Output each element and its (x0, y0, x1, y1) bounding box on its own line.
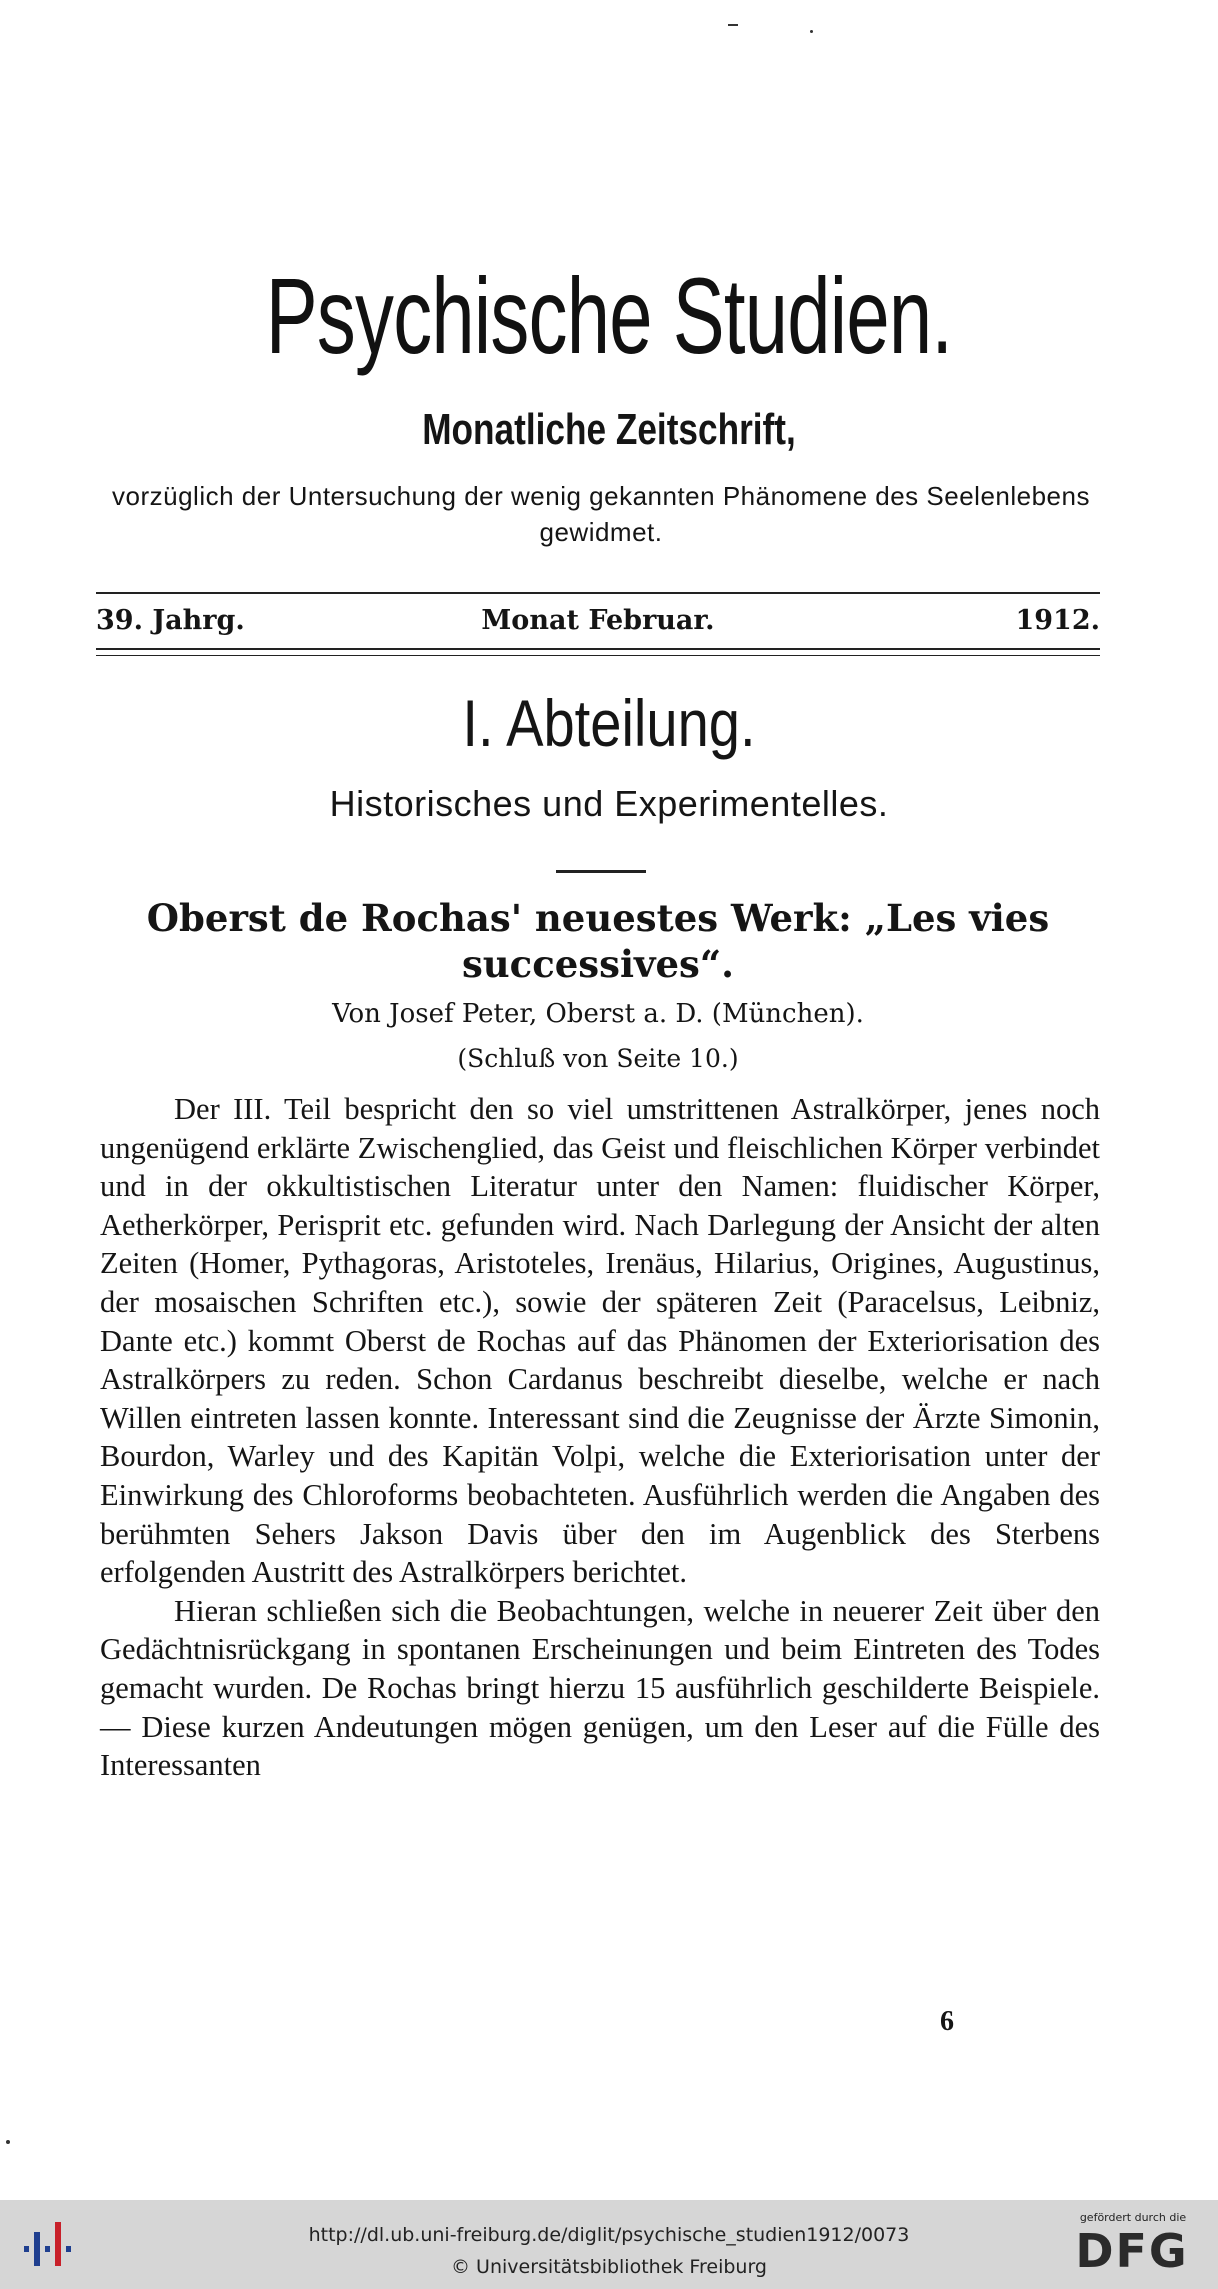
issue-date: 1912. (1015, 605, 1100, 636)
issue-month: Monat Februar. (481, 605, 715, 636)
page-number: 6 (940, 2006, 954, 2037)
article-title: Oberst de Rochas' neuestes Werk: „Les vies successives“. (146, 896, 1050, 986)
section-divider (556, 870, 646, 873)
scan-speck (6, 2140, 10, 2144)
section-title: I. Abteilung. (462, 686, 756, 760)
article-byline: Von Josef Peter, Oberst a. D. (München). (332, 999, 864, 1029)
journal-subtitle: Monatliche Zeitschrift, (422, 405, 796, 454)
article-continuation-note: (Schluß von Seite 10.) (457, 1044, 739, 1073)
journal-title: Psychische Studien. (265, 255, 953, 376)
article-paragraph: Hieran schließen sich die Beobachtungen, welche in neuerer Zeit über den Gedächtnisrückgang in spontanen Erscheinungen und beim Eintreten des Todes gemacht wurden. De Rochas bringt hierzu 15 ausführlich geschilderte Beispiele. — Diese kurzen Andeutungen mögen genügen, um den Leser auf die Fülle des Interessanten (100, 1593, 1100, 1783)
masthead-rule-bottom (96, 648, 1100, 650)
scan-speck (728, 24, 738, 26)
scan-speck (810, 30, 813, 33)
journal-description: vorzüglich der Untersuchung der wenig gekannten Phänomene des Seelenlebens gewidmet. (112, 481, 1090, 547)
section-subtitle: Historisches und Experimentelles. (329, 783, 889, 824)
masthead-rule-bottom-thin (96, 655, 1100, 656)
dfg-logo[interactable]: DFG (1075, 2224, 1189, 2278)
article-body (100, 1090, 1100, 1785)
document-url-link[interactable]: http://dl.ub.uni-freiburg.de/diglit/psychische_studien1912/0073 (308, 2224, 910, 2246)
funded-by-label: gefördert durch die (1079, 2211, 1187, 2224)
article-paragraph: Der III. Teil bespricht den so viel umstrittenen Astralkörper, jenes noch ungenügend erklärte Zwischenglied, das Geist und fleischlichen Körper verbindet und in der okkultistischen Literatur unter den Namen: fluidischer Körper, Aetherkörper, Perisprit etc. gefunden wird. Nach Darlegung der Ansicht der alten Zeiten (Homer, Pythagoras, Aristoteles, Irenäus, Hilarius, Origines, Augustinus, der mosaischen Schriften etc.), sowie der späteren Zeit (Paracelsus, Leibniz, Dante etc.) kommt Oberst de Rochas auf das Phänomen der Exteriorisation des Astralkörpers zu reden. Schon Cardanus beschreibt dieselbe, welche er nach Willen eintreten lassen konnte. Interessant sind die Zeugnisse der Ärzte Simonin, Bourdon, Warley und des Kapitän Volpi, welche die Exteriorisation unter der Einwirkung des Chloroforms beobachteten. Ausführlich werden die Angaben des berühmten Sehers Jakson Davis über den im Augenblick des Sterbens erfolgenden Austritt des Astralkörpers berichtet. (100, 1092, 1100, 1590)
masthead-rule-top (96, 592, 1100, 594)
issue-year: 39. Jahrg. (96, 605, 245, 636)
issue-line (96, 603, 1100, 639)
copyright-notice: © Universitätsbibliothek Freiburg (451, 2256, 767, 2278)
